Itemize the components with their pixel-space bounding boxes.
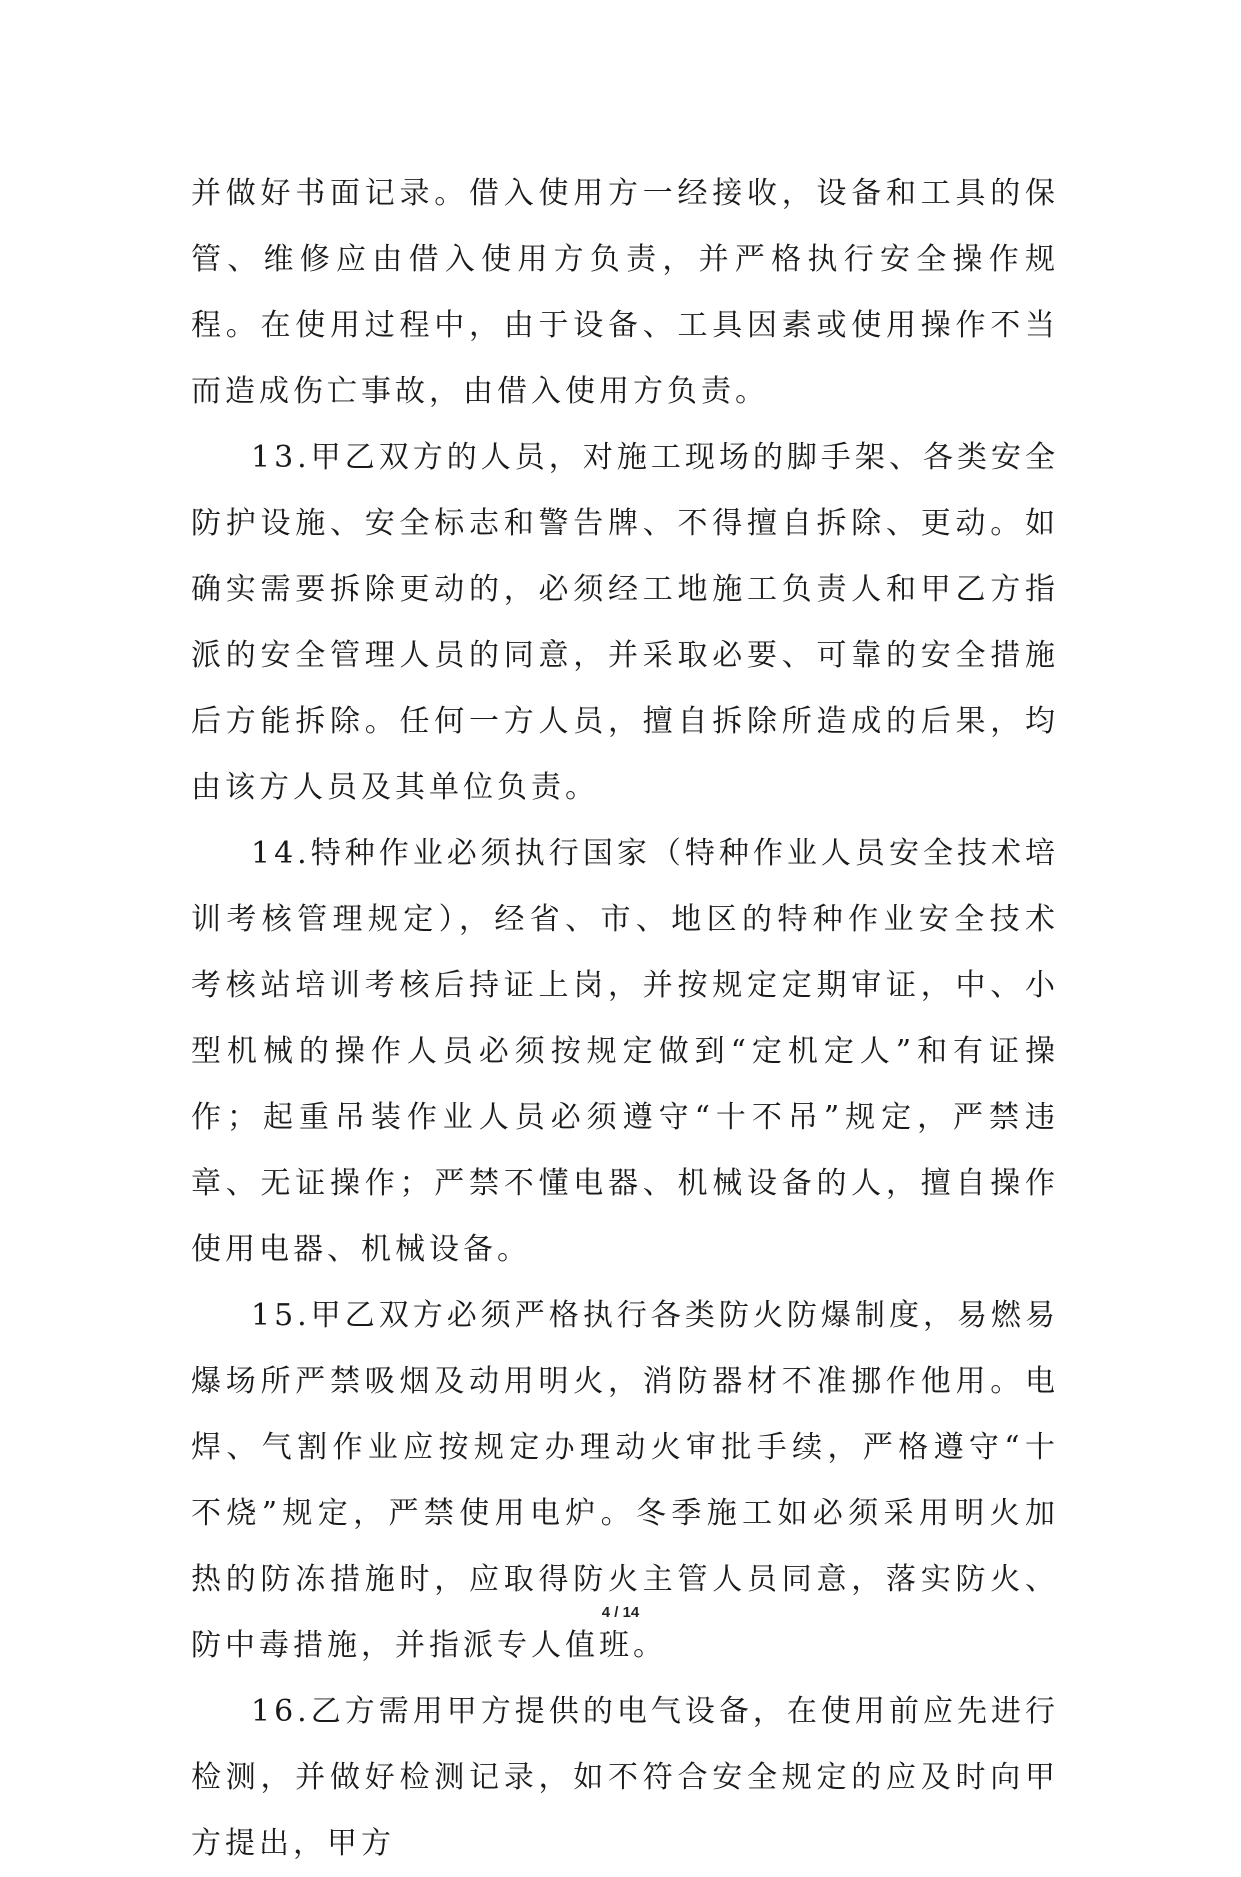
page-number: 4 / 14: [601, 1604, 640, 1621]
paragraph-continuation: 并做好书面记录。借入使用方一经接收，设备和工具的保管、维修应由借入使用方负责，并严格执行安全操作规程。在使用过程中，由于设备、工具因素或使用操作不当而造成伤亡事故，由借入使用方负责。: [191, 176, 1059, 409]
paragraph-item-15: 15.甲乙双方必须严格执行各类防火防爆制度，易燃易爆场所严禁吸烟及动用明火，消防器材不准挪作他用。电焊、气割作业应按规定办理动火审批手续，严格遵守“十不烧”规定，严禁使用电炉。冬季施工如必须采用明火加热的防冻措施时，应取得防火主管人员同意，落实防火、防中毒措施，并指派专人值班。: [191, 1298, 1059, 1663]
paragraph-item-13: 13.甲乙双方的人员，对施工现场的脚手架、各类安全防护设施、安全标志和警告牌、不得擅自拆除、更动。如确实需要拆除更动的，必须经工地施工负责人和甲乙方指派的安全管理人员的同意，并采取必要、可靠的安全措施后方能拆除。任何一方人员，擅自拆除所造成的后果，均由该方人员及其单位负责。: [191, 440, 1059, 805]
paragraph-item-16: 16.乙方需用甲方提供的电气设备，在使用前应先进行检测，并做好检测记录，如不符合安全规定的应及时向甲方提出，甲方: [191, 1694, 1059, 1861]
paragraph-item-14: 14.特种作业必须执行国家（特种作业人员安全技术培训考核管理规定），经省、市、地区的特种作业安全技术考核站培训考核后持证上岗，并按规定定期审证，中、小型机械的操作人员必须按规定做到“定机定人”和有证操作；起重吊装作业人员必须遵守“十不吊”规定，严禁违章、无证操作；严禁不懂电器、机械设备的人，擅自操作使用电器、机械设备。: [191, 836, 1059, 1267]
